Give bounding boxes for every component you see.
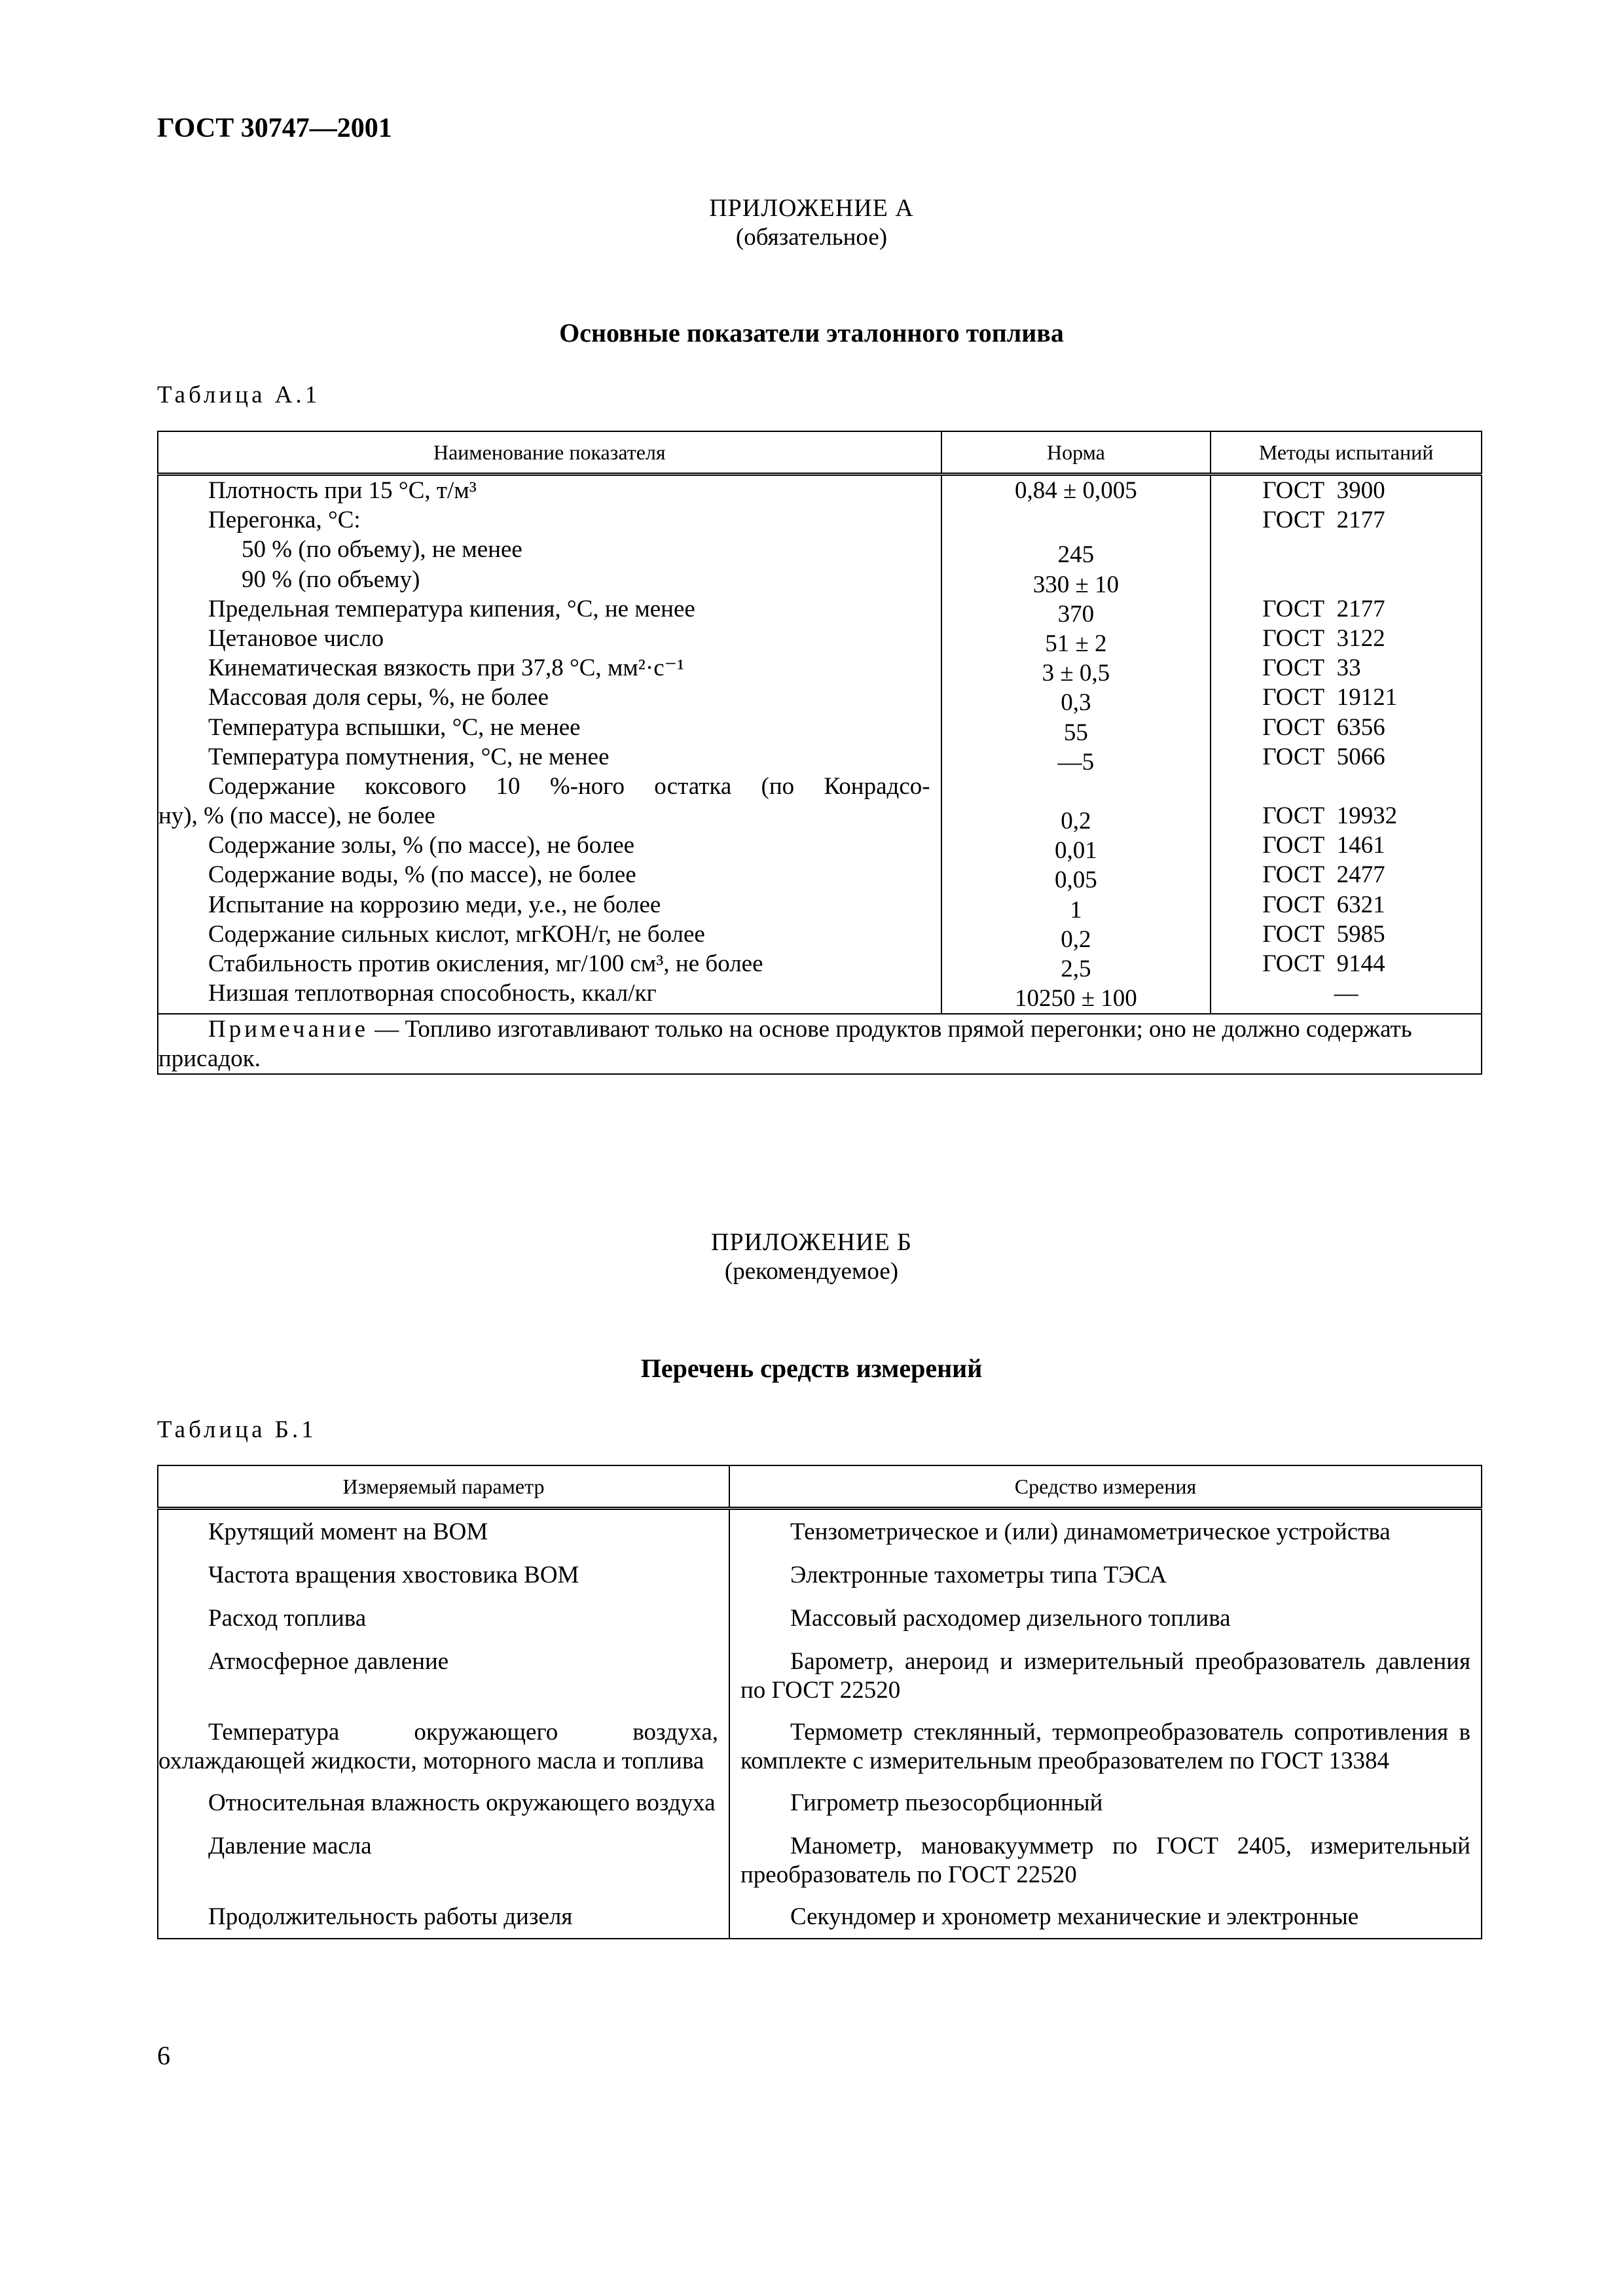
table-b-parameter: Частота вращения хвостовика ВОМ	[158, 1553, 729, 1596]
table-a-row-method: ГОСТ 6356	[1262, 713, 1385, 741]
table-a-row-name: Кинематическая вязкость при 37,8 °С, мм²·с⁻¹	[208, 655, 685, 682]
table-a-row-norm: 10250 ± 100	[1015, 985, 1137, 1013]
table-a-row-method: —	[1334, 980, 1359, 1007]
note-label: Примечание	[208, 1016, 369, 1043]
table-b-parameter: Температура окружающего воздуха, охлаждающей жидкости, моторного масла и топлива	[158, 1710, 729, 1781]
table-b-parameter: Относительная влажность окружающего воздуха	[158, 1781, 729, 1824]
table-b-instrument: Массовый расходомер дизельного топлива	[729, 1596, 1482, 1640]
table-a-row-method: ГОСТ 3122	[1262, 624, 1385, 652]
table-b-instrument: Электронные тахометры типа ТЭСА	[729, 1553, 1482, 1596]
table-b-parameter: Продолжительность работы дизеля	[158, 1895, 729, 1939]
table-b-parameter: Атмосферное давление	[158, 1640, 729, 1710]
table-a-row-norm: 245	[1057, 541, 1095, 569]
table-a-row-name: Массовая доля серы, %, не более	[208, 684, 549, 711]
table-b-instrument: Гигрометр пьезосорбционный	[729, 1781, 1482, 1824]
table-a-row-norm: 0,3	[1061, 689, 1091, 717]
table-a-row-name: Температура помутнения, °С, не менее	[208, 743, 610, 770]
table-b-instrument: Секундомер и хронометр механические и электронные	[729, 1895, 1482, 1939]
table-b-header-parameter: Измеряемый параметр	[158, 1465, 729, 1509]
table-a-row-name: Испытание на коррозию меди, у.е., не более	[208, 891, 661, 918]
table-a-row-name: 50 % (по объему), не менее	[242, 536, 522, 564]
table-row	[158, 1509, 1482, 1554]
table-b-label: Таблица Б.1	[157, 1416, 317, 1443]
table-b-instrument: Барометр, анероид и измерительный преобразователь давления по ГОСТ 22520	[729, 1640, 1482, 1710]
table-row	[158, 1596, 1482, 1640]
table-a-row-norm: 0,2	[1061, 925, 1091, 953]
table-a-row-method: ГОСТ 19121	[1262, 684, 1398, 711]
table-b-parameter: Крутящий момент на ВОМ	[158, 1509, 729, 1554]
table-a-row-name: Перегонка, °С:	[208, 507, 361, 534]
table-a-row-norm: 3 ± 0,5	[1042, 660, 1110, 687]
table-a-header-norm: Норма	[941, 431, 1211, 475]
table-a-row-method: ГОСТ 9144	[1262, 950, 1385, 977]
table-b-parameter: Давление масла	[158, 1824, 729, 1895]
table-row	[158, 1824, 1482, 1895]
table-a-row-norm	[942, 777, 1211, 806]
table-a-row-name: Цетановое число	[208, 624, 384, 652]
table-a-note	[158, 1014, 1482, 1074]
table-a-row-method	[1211, 535, 1481, 564]
table-a-row-name: Температура вспышки, °С, не менее	[208, 713, 581, 741]
table-a-row-name: Содержание сильных кислот, мгКОН/г, не более	[208, 920, 705, 948]
table-a-row-norm: 0,2	[1061, 808, 1091, 835]
appendix-a-section-title: Основные показатели эталонного топлива	[559, 318, 1064, 348]
table-a-row-method: ГОСТ 5985	[1262, 920, 1385, 948]
document-code: ГОСТ 30747—2001	[157, 113, 392, 143]
page-number: 6	[157, 2041, 170, 2070]
table-b-instrument: Тензометрическое и (или) динамометрическое устройства	[729, 1509, 1482, 1554]
table-row	[158, 1640, 1482, 1710]
table-b-parameter: Расход топлива	[158, 1596, 729, 1640]
table-a-row-method	[1211, 565, 1481, 594]
table-a-row-norm: 55	[1063, 719, 1088, 746]
table-a-row-norm: 1	[1070, 896, 1082, 924]
table-a-row-method: ГОСТ 6321	[1262, 891, 1385, 918]
table-a-row-method: ГОСТ 33	[1262, 655, 1361, 682]
table-a-row-method: ГОСТ 19932	[1262, 802, 1398, 830]
table-a-row-norm: 0,05	[1055, 867, 1097, 894]
table-b-header-instrument: Средство измерения	[729, 1465, 1482, 1509]
table-a	[157, 431, 1482, 1075]
note-text: — Топливо изготавливают только на основе продуктов прямой перегонки; оно не должно содержать присадок.	[158, 1016, 1412, 1073]
table-a-row-name: Содержание коксового 10 %-ного остатка (по Конрадсо-	[208, 772, 930, 800]
table-a-row-norm: 0,01	[1055, 837, 1097, 865]
table-b-instrument: Манометр, мановакуумметр по ГОСТ 2405, измерительный преобразователь по ГОСТ 22520	[729, 1824, 1482, 1895]
table-b-instrument: Термометр стеклянный, термопреобразователь сопротивления в комплекте с измерительным преобразователем по ГОСТ 13384	[729, 1710, 1482, 1781]
table-a-row-method: ГОСТ 2177	[1262, 595, 1385, 622]
table-row	[158, 1895, 1482, 1939]
table-a-methods-column	[1211, 475, 1482, 1014]
table-a-row-norm	[942, 505, 1211, 535]
appendix-b-subtitle: (рекомендуемое)	[724, 1258, 899, 1285]
table-a-header-name: Наименование показателя	[158, 431, 941, 475]
table-a-row-name: ну), % (по массе), не более	[158, 802, 435, 830]
table-a-row-name: Предельная температура кипения, °С, не менее	[208, 595, 695, 622]
table-a-row-norm: 2,5	[1061, 956, 1091, 982]
table-a-row-name: Низшая теплотворная способность, ккал/кг	[208, 980, 657, 1007]
table-a-row-name: Плотность при 15 °С, т/м³	[208, 477, 477, 504]
table-a-row-norm: 0,84 ± 0,005	[1015, 477, 1137, 504]
table-a-label: Таблица А.1	[157, 382, 321, 408]
table-a-row-method: ГОСТ 2177	[1262, 507, 1385, 534]
table-row	[158, 1781, 1482, 1824]
table-a-row-name: Содержание золы, % (по массе), не более	[208, 832, 635, 859]
table-a-row-method	[1211, 772, 1481, 801]
appendix-b-section-title: Перечень средств измерений	[640, 1354, 983, 1383]
table-a-row-name: Стабильность против окисления, мг/100 см³, не более	[208, 950, 763, 977]
table-a-header-method: Методы испытаний	[1211, 431, 1482, 475]
table-a-row-method: ГОСТ 1461	[1262, 832, 1385, 859]
table-a-row-method: ГОСТ 3900	[1262, 477, 1385, 504]
table-a-row-norm: 330 ± 10	[1032, 571, 1120, 598]
table-a-names-column	[158, 475, 941, 1014]
appendix-b-title: ПРИЛОЖЕНИЕ Б	[711, 1229, 912, 1256]
table-a-row-norm: 51 ± 2	[1045, 630, 1107, 657]
table-a-row-method: ГОСТ 5066	[1262, 743, 1385, 770]
appendix-a-subtitle: (обязательное)	[735, 224, 888, 251]
table-a-row-method: ГОСТ 2477	[1262, 861, 1385, 889]
table-a-row-norm: 370	[1057, 600, 1095, 628]
table-a-row-name: 90 % (по объему)	[242, 565, 420, 593]
table-b	[157, 1465, 1482, 1939]
table-a-row-norm: —5	[1057, 748, 1095, 776]
table-row	[158, 1710, 1482, 1781]
table-a-norms-column	[941, 475, 1211, 1014]
appendix-a-title: ПРИЛОЖЕНИЕ А	[709, 194, 914, 222]
table-a-row-name: Содержание воды, % (по массе), не более	[208, 861, 636, 889]
table-row	[158, 1553, 1482, 1596]
